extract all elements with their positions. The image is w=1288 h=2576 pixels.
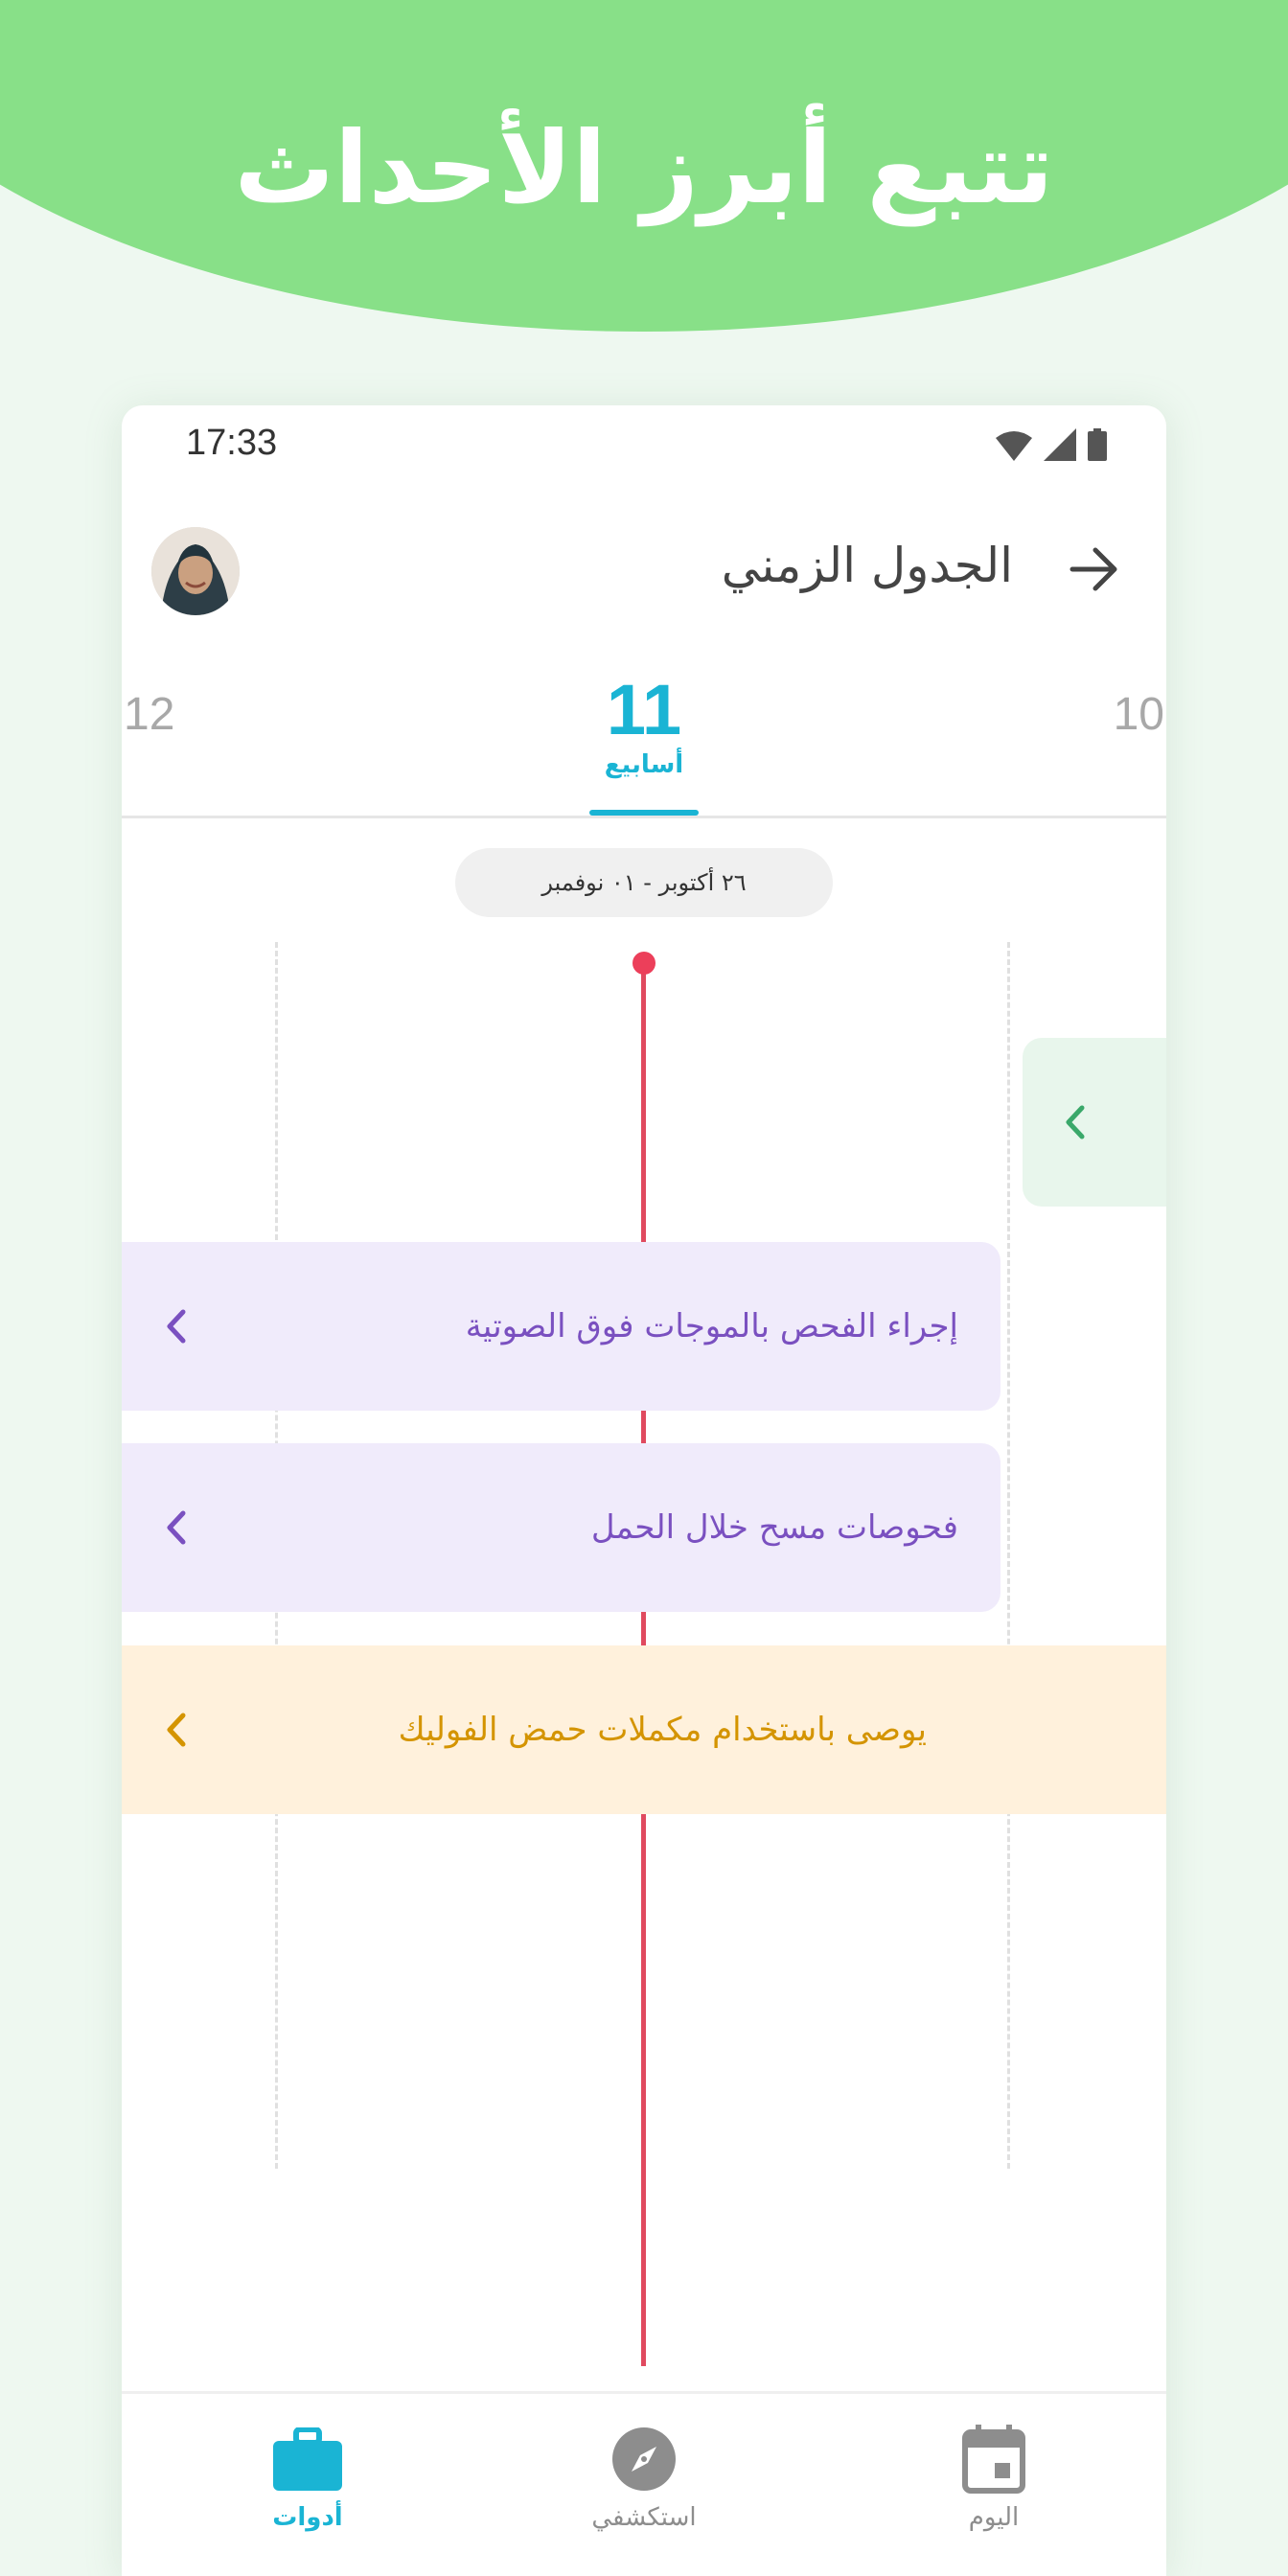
avatar[interactable] (151, 527, 240, 615)
calendar-icon (962, 2425, 1025, 2494)
nav-label: استكشفي (591, 2503, 697, 2532)
nav-explore[interactable] (539, 2394, 749, 2532)
week-current-number: 11 (606, 670, 682, 749)
page-title: الجدول الزمني (721, 538, 1013, 593)
week-prev[interactable]: 12 (124, 689, 175, 740)
banner-title: تتبع أبرز الأحداث (234, 109, 1054, 226)
timeline-current-dot (632, 952, 656, 975)
wifi-icon (996, 430, 1032, 461)
week-current[interactable] (524, 672, 764, 779)
date-range-pill: ٢٦ أكتوبر - ٠١ نوفمبر (455, 848, 833, 917)
bottom-navigation (122, 2391, 1166, 2576)
briefcase-icon (273, 2427, 342, 2491)
event-card-folic-acid[interactable] (122, 1645, 1166, 1814)
event-label: فحوصات مسح خلال الحمل (590, 1508, 958, 1547)
back-arrow-icon[interactable] (1067, 542, 1120, 596)
chevron-left-icon (1063, 1104, 1086, 1140)
nav-label: أدوات (272, 2503, 343, 2532)
nav-tools[interactable] (202, 2394, 413, 2532)
chevron-left-icon (164, 1308, 187, 1345)
chevron-left-icon (164, 1509, 187, 1546)
week-current-label: أسابيع (604, 750, 684, 779)
timeline-guide-right (1007, 942, 1010, 2169)
event-card-ultrasound[interactable] (122, 1242, 1000, 1411)
event-card-screening[interactable] (122, 1443, 1000, 1612)
expand-panel-tab[interactable] (1023, 1038, 1166, 1207)
phone-screen (122, 405, 1166, 2576)
tabs-divider (122, 816, 1166, 818)
status-time: 17:33 (186, 423, 278, 463)
compass-icon (612, 2427, 676, 2491)
status-icons (996, 426, 1107, 461)
nav-label: اليوم (968, 2503, 1020, 2532)
week-next[interactable]: 10 (1113, 689, 1164, 740)
event-label: إجراء الفحص بالموجات فوق الصوتية (465, 1307, 958, 1346)
signal-icon (1044, 428, 1076, 461)
battery-icon (1088, 428, 1107, 461)
chevron-left-icon (164, 1712, 187, 1748)
event-label: يوصى باستخدام مكملات حمض الفوليك (398, 1711, 927, 1749)
nav-today[interactable] (888, 2394, 1099, 2532)
